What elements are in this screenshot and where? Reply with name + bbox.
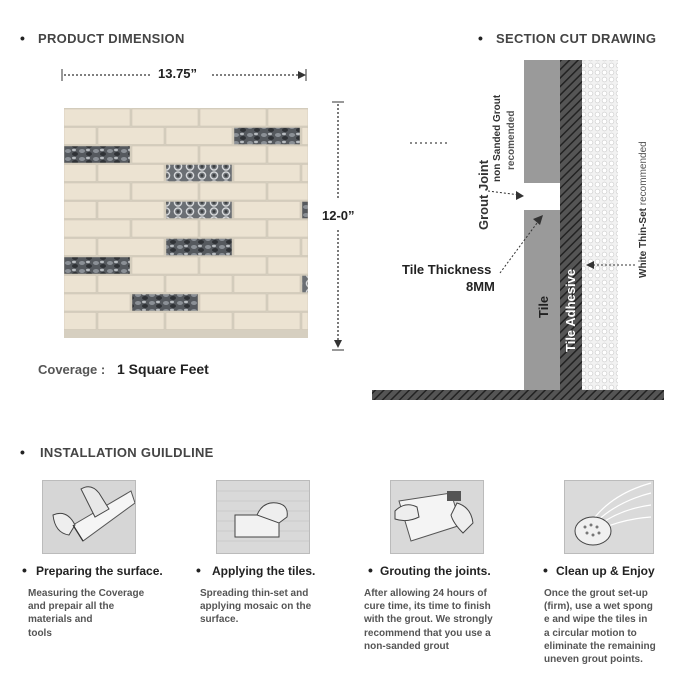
mosaic-tile [64, 257, 130, 274]
mosaic-tile [132, 257, 198, 274]
width-label: 13.75” [158, 66, 198, 81]
step-2-title: Applying the tiles. [212, 564, 316, 578]
bullet: • [20, 444, 25, 460]
mosaic-tile [64, 165, 96, 182]
mosaic-tile [166, 128, 232, 145]
tile-layer-label: Tile [536, 295, 551, 318]
mosaic-tile [64, 313, 96, 330]
mosaic-tile [132, 146, 198, 163]
mosaic-tile [200, 220, 266, 237]
mosaic-tile [64, 146, 130, 163]
description-line: recommend that you use a [364, 627, 491, 639]
mosaic-tile [98, 202, 164, 219]
bullet: • [478, 30, 483, 46]
mosaic-tile [166, 313, 232, 330]
section-cut-diagram [370, 55, 670, 405]
mosaic-tile [98, 313, 164, 330]
description-line: cure time, its time to finish [364, 601, 491, 613]
white-thinset-label: White Thin-Set recommended [638, 141, 649, 278]
step-3-title: Grouting the joints. [380, 564, 491, 578]
installation-heading: INSTALLATION GUILDLINE [40, 445, 214, 460]
grout-joint-label: Grout Joint [476, 159, 491, 230]
description-line: with the grout. We strongly [364, 614, 493, 626]
description-line: and prepair all the [28, 601, 115, 613]
description-line: non-sanded grout [364, 640, 449, 652]
mosaic-tile [234, 313, 300, 330]
mosaic-tile [200, 294, 266, 311]
mosaic-tile [302, 313, 308, 330]
mosaic-tile [234, 239, 300, 256]
description-line: surface. [200, 614, 239, 626]
step-1-description [28, 587, 178, 640]
bullet: • [20, 30, 25, 46]
tile-thickness-label: Tile Thickness [402, 262, 492, 277]
step-4-illustration [564, 480, 654, 554]
mosaic-tile [302, 128, 308, 145]
mosaic-tile [98, 239, 164, 256]
product-dimension-heading: PRODUCT DIMENSION [38, 31, 185, 46]
mosaic-tile [302, 165, 308, 182]
mosaic-tile [200, 109, 266, 126]
mosaic-tile [302, 202, 308, 219]
coverage-value: 1 Square Feet [117, 361, 209, 377]
height-label: 12-0” [322, 208, 355, 223]
bullet: • [368, 562, 373, 578]
description-line: uneven grout points. [544, 654, 643, 666]
mosaic-tile [200, 257, 266, 274]
mosaic-tile [200, 146, 266, 163]
description-line: After allowing 24 hours of [364, 588, 487, 599]
section-cut-heading: SECTION CUT DRAWING [496, 31, 657, 46]
mosaic-tile [166, 239, 232, 256]
description-line: Spreading thin-set and [200, 588, 309, 599]
mosaic-tile-sheet [64, 108, 308, 338]
mosaic-tile [64, 109, 130, 126]
step-2-description [200, 587, 350, 627]
description-line: Measuring the Coverage [28, 588, 145, 599]
non-sanded-grout-label: non Sanded Grout [492, 94, 503, 182]
grout-float-icon [391, 481, 483, 553]
description-line: a circular motion to [544, 627, 637, 639]
height-dimension-arrow [328, 100, 348, 355]
bullet: • [22, 562, 27, 578]
mosaic-tile [166, 276, 232, 293]
description-line: tools [28, 627, 52, 639]
step-3-description [364, 587, 534, 653]
step-1-illustration [42, 480, 136, 554]
mosaic-tile [132, 109, 198, 126]
tile-adhesive-label: Tile Adhesive [563, 268, 578, 352]
mosaic-tile [64, 202, 96, 219]
mosaic-tile [132, 294, 198, 311]
recommended-label: recomended [506, 110, 517, 170]
mosaic-tile [64, 276, 96, 293]
mosaic-tile [64, 183, 130, 200]
description-line: (firm), use a wet spong [544, 601, 653, 613]
description-line: Once the grout set-up [544, 588, 648, 599]
mosaic-tile [302, 276, 308, 293]
description-line: materials and [28, 614, 93, 626]
mosaic-tile [64, 239, 96, 256]
mosaic-tile [166, 202, 232, 219]
mosaic-tile [98, 128, 164, 145]
mosaic-tile [64, 294, 130, 311]
mosaic-tile [234, 165, 300, 182]
measuring-tape-icon [43, 481, 135, 553]
step-3-illustration [390, 480, 484, 554]
mosaic-tile [268, 146, 308, 163]
bullet: • [196, 562, 201, 578]
description-line: eliminate the remaining [544, 640, 656, 652]
mosaic-tile [132, 220, 198, 237]
mosaic-tile [132, 183, 198, 200]
coverage-label: Coverage : [38, 362, 106, 377]
mosaic-tile [200, 183, 266, 200]
mosaic-tile [234, 128, 300, 145]
mosaic-tile [302, 239, 308, 256]
description-line: e and wipe the tiles in [544, 614, 648, 626]
step-1-title: Preparing the surface. [36, 564, 163, 578]
step-4-title: Clean up & Enjoy [556, 564, 655, 578]
tile-thickness-value: 8MM [466, 279, 495, 294]
mosaic-tile [64, 128, 96, 145]
step-4-description [544, 587, 694, 666]
mosaic-tile [234, 276, 300, 293]
step-2-illustration [216, 480, 310, 554]
mosaic-tile [268, 257, 308, 274]
sponge-icon [565, 481, 653, 553]
mosaic-tile [268, 183, 308, 200]
mosaic-tile [268, 294, 308, 311]
mosaic-tile [64, 220, 130, 237]
mosaic-tile [166, 165, 232, 182]
mosaic-tile [268, 109, 308, 126]
mosaic-tile [268, 220, 308, 237]
mosaic-tile [234, 202, 300, 219]
bullet: • [543, 562, 548, 578]
mosaic-tile [98, 276, 164, 293]
description-line: applying mosaic on the [200, 601, 312, 613]
trowel-icon [217, 481, 309, 553]
mosaic-tile [98, 165, 164, 182]
